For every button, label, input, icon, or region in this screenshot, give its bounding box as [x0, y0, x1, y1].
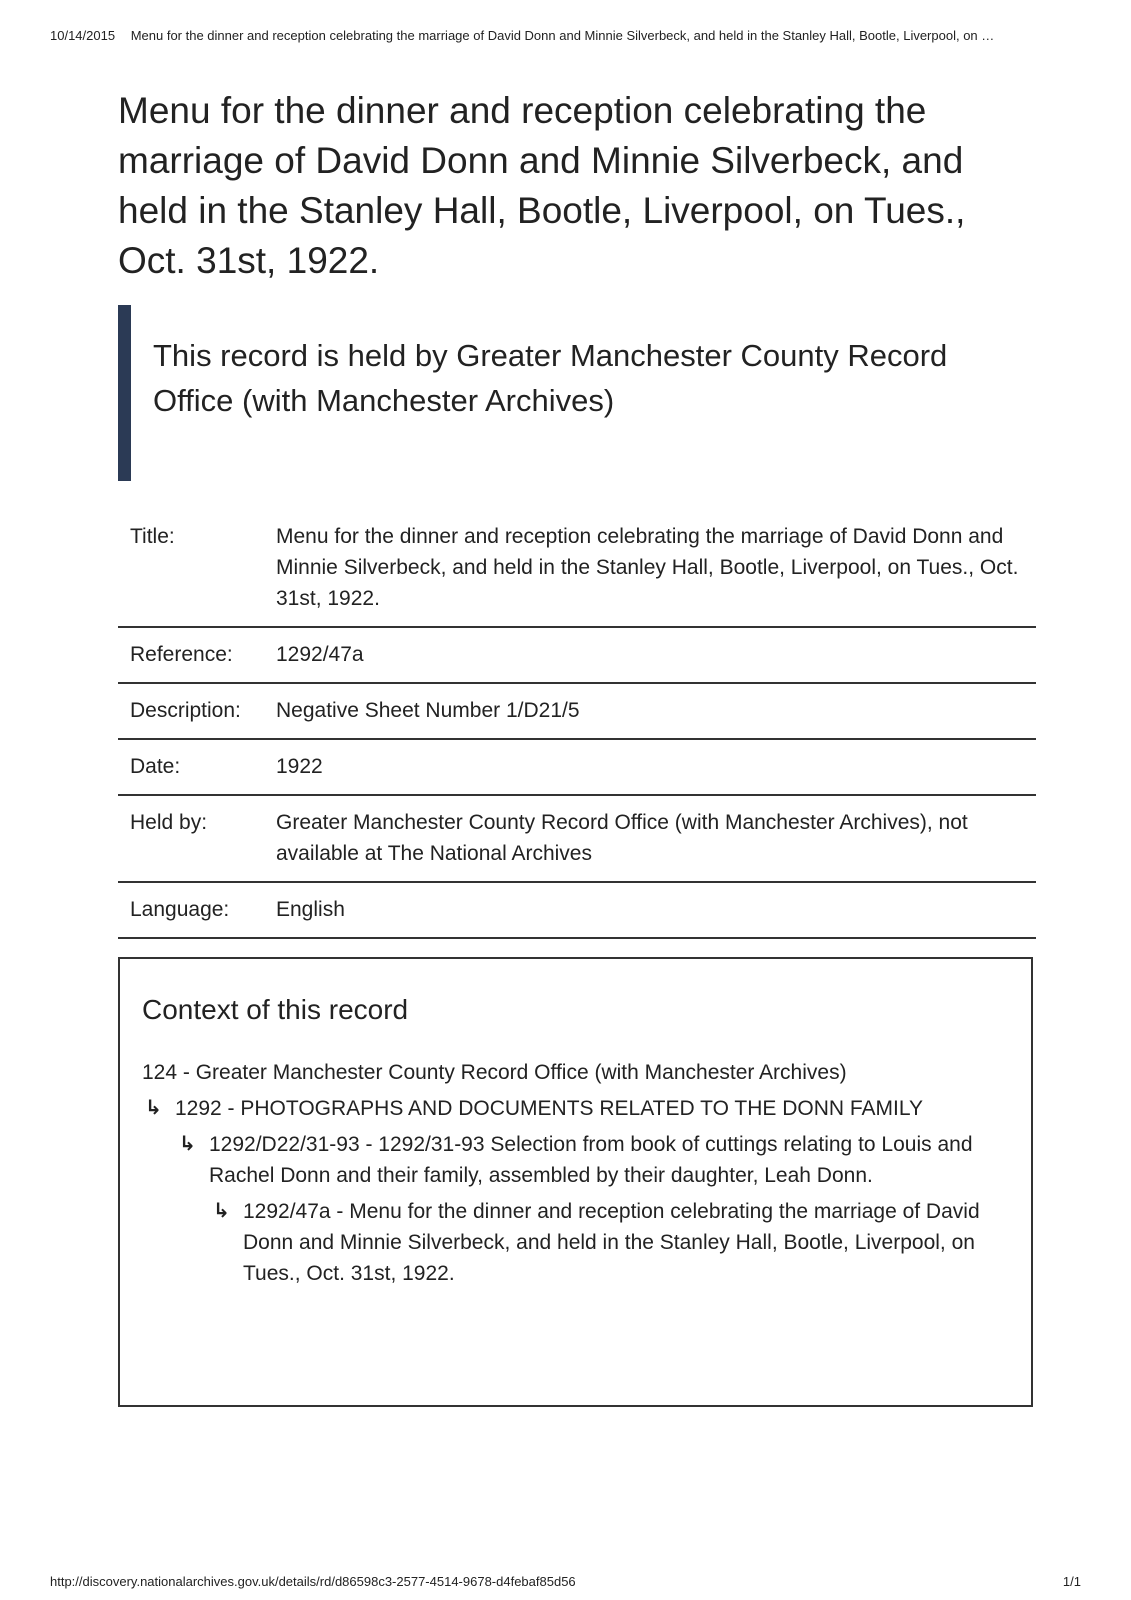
details-label: Language: [118, 882, 276, 938]
child-arrow-icon: ↳ [213, 1200, 230, 1222]
print-footer [50, 1574, 1081, 1589]
context-panel [118, 957, 1033, 1407]
context-item-text[interactable]: 1292/D22/31-93 - 1292/31-93 Selection from book of cuttings relating to Louis and Rachel Donn and their family, assembled by their daughter, Leah Donn. [209, 1133, 973, 1187]
details-value: English [276, 882, 1036, 938]
details-value: Menu for the dinner and reception celebrating the marriage of David Donn and Minnie Silverbeck, and held in the Stanley Hall, Bootle, Liverpool, on Tues., Oct. 31st, 1922. [276, 510, 1036, 627]
details-label: Date: [118, 739, 276, 795]
details-value: 1922 [276, 739, 1036, 795]
details-row-language [118, 882, 1036, 938]
details-label: Held by: [118, 795, 276, 882]
details-row-title [118, 510, 1036, 627]
details-row-reference [118, 627, 1036, 683]
print-url: http://discovery.nationalarchives.gov.uk/details/rd/d86598c3-2577-4514-9678-d4febaf85d56 [50, 1574, 576, 1589]
context-item-text: 1292/47a - Menu for the dinner and reception celebrating the marriage of David Donn and Minnie Silverbeck, and held in the Stanley Hall, Bootle, Liverpool, on Tues., Oct. 31st, 1922. [243, 1200, 980, 1285]
page-number: 1/1 [1062, 1574, 1081, 1589]
context-item-level-1[interactable] [145, 1093, 1009, 1124]
context-item-text[interactable]: 1292 - PHOTOGRAPHS AND DOCUMENTS RELATED TO THE DONN FAMILY [175, 1097, 923, 1120]
held-by-banner [118, 305, 1018, 481]
child-arrow-icon: ↳ [145, 1097, 162, 1119]
print-date: 10/14/2015 [50, 28, 116, 43]
record-details-table [118, 510, 1036, 939]
details-label: Reference: [118, 627, 276, 683]
context-item-level-3 [213, 1196, 1009, 1289]
details-row-description [118, 683, 1036, 739]
details-label: Title: [118, 510, 276, 627]
details-value: Greater Manchester County Record Office (with Manchester Archives), not available at The National Archives [276, 795, 1036, 882]
context-item-text[interactable]: 124 - Greater Manchester County Record Office (with Manchester Archives) [142, 1061, 847, 1084]
details-label: Description: [118, 683, 276, 739]
print-header-title: Menu for the dinner and reception celebrating the marriage of David Donn and Minnie Silverbeck, and held in the Stanley Hall, Bootle, Liverpool, on … [130, 28, 995, 43]
context-heading: Context of this record [142, 994, 409, 1025]
details-value: Negative Sheet Number 1/D21/5 [276, 683, 1036, 739]
context-item-level-0[interactable] [142, 1057, 1009, 1088]
details-row-date [118, 739, 1036, 795]
details-row-held-by [118, 795, 1036, 882]
held-by-text: This record is held by Greater Manchester County Record Office (with Manchester Archives) [153, 338, 948, 418]
page-title: Menu for the dinner and reception celebrating the marriage of David Donn and Minnie Silverbeck, and held in the Stanley Hall, Bootle, Liverpool, on Tues., Oct. 31st, 1922. [118, 90, 966, 281]
print-header [50, 28, 1091, 43]
details-value: 1292/47a [276, 627, 1036, 683]
child-arrow-icon: ↳ [179, 1133, 196, 1155]
context-item-level-2[interactable] [179, 1129, 1009, 1191]
